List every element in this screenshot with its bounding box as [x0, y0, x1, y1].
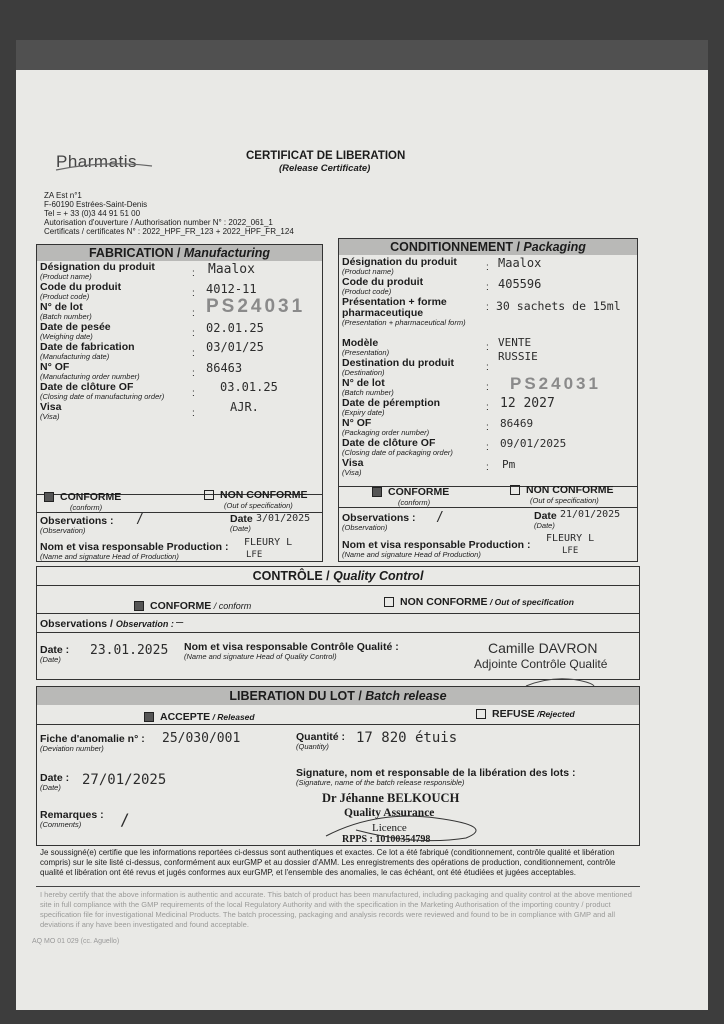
pack-presentation-value: 30 sachets de 15ml — [496, 299, 621, 313]
fab-non-conforme: NON CONFORME — [204, 490, 308, 501]
release-quantity-sub: (Quantity) — [296, 742, 329, 751]
qc-signer-title: Adjointe Contrôle Qualité — [474, 657, 608, 671]
fab-non-conforme-checkbox — [204, 490, 214, 500]
release-deviation-sub: (Deviation number) — [40, 744, 104, 753]
scan-top-band — [16, 40, 708, 70]
divider — [36, 613, 640, 614]
pack-lot-label: N° de lot — [342, 377, 385, 389]
document-sheet — [16, 40, 708, 1010]
pack-of-sub: (Packaging order number) — [342, 428, 430, 437]
fab-visa-value: AJR. — [230, 400, 259, 414]
fab-conforme-checkbox — [44, 492, 54, 502]
divider — [338, 507, 638, 508]
release-date-sub: (Date) — [40, 783, 61, 792]
pack-conforme: CONFORME — [372, 487, 449, 498]
release-signature-sub: (Signature, name of the batch release responsible) — [296, 778, 465, 787]
fab-weighing-value: 02.01.25 — [206, 321, 264, 335]
release-remarks-value: / — [120, 810, 130, 829]
fab-obs-label: Observations : — [40, 515, 114, 527]
release-refuse-checkbox — [476, 709, 486, 719]
pack-non-conforme-sub: (Out of specification) — [530, 496, 599, 505]
fab-product-code-label: Code du produit — [40, 281, 122, 293]
fab-product-code-sub: (Product code) — [40, 292, 90, 301]
fab-resp-value: FLEURY L — [244, 537, 293, 548]
divider — [36, 632, 640, 633]
fab-mfg-date-sub: (Manufacturing date) — [40, 352, 110, 361]
pack-obs-sub: (Observation) — [342, 523, 388, 532]
pack-dest-sub: (Destination) — [342, 368, 385, 377]
pack-conforme-checkbox — [372, 487, 382, 497]
certificates-line: Certificats / certificates N° : 2022_HPF_FR_123 + 2022_HPF_FR_124 — [44, 227, 294, 236]
statement-fr: Je soussigné(e) certifie que les informations reportées ci-dessus sont authentiques et exactes. Ce lot a été fabriqué (conditionnement, contrôle qualité et libération compris) sur le site listé ci-dessus, conformément aux eurGMP et au dossier d'AMM. Les enregistrements des opérations de production, conditionnement, contrôle qualité et libération ont été revus et jugés conformes aux eurGMP, et l'ensemble des anomalies, le cas échéant, ont été étudiées et jugées acceptables. — [40, 848, 616, 877]
fab-visa-sub: (Visa) — [40, 412, 60, 421]
pack-non-conforme: NON CONFORME — [510, 485, 614, 496]
release-signature-icon — [316, 800, 506, 846]
pack-product-name-sub: (Product name) — [342, 267, 394, 276]
pack-visa-sub: (Visa) — [342, 468, 362, 477]
qc-non-conforme-checkbox — [384, 597, 394, 607]
qc-obs-label: Observations / Observation : — [40, 618, 174, 630]
fab-closing-value: 03.01.25 — [220, 380, 278, 394]
address-line-2: F-60190 Estrées-Saint-Denis — [44, 200, 148, 209]
company-logo: Pharmatis — [56, 152, 138, 171]
fab-of-sub: (Manufacturing order number) — [40, 372, 140, 381]
qc-signer-name: Camille DAVRON — [488, 640, 598, 656]
release-signer-title: Quality Assurance — [344, 807, 435, 819]
fab-mfg-date-value: 03/01/25 — [206, 340, 264, 354]
pack-lot-stamp: PS24031 — [510, 374, 601, 393]
footer-ref: AQ MO 01 029 (cc. Aguello) — [32, 938, 120, 945]
pack-expiry-value: 12 2027 — [500, 396, 555, 411]
release-remarks-sub: (Comments) — [40, 820, 82, 829]
fab-product-name-sub: (Product name) — [40, 272, 92, 281]
address-line-1: ZA Est n°1 — [44, 191, 82, 200]
fab-product-name-label: Désignation du produit — [40, 261, 155, 273]
release-accepte: ACCEPTE / Released — [144, 712, 255, 723]
pack-resp-sub: (Name and signature Head of Production) — [342, 550, 481, 559]
release-signer-name: Dr Jéhanne BELKOUCH — [322, 791, 460, 805]
release-signature-label: Signature, nom et responsable de la libération des lots : — [296, 767, 576, 779]
pack-model-value: VENTE — [498, 336, 532, 349]
pack-obs-value: / — [436, 510, 444, 525]
release-signer-licence: Licence — [372, 822, 407, 834]
fab-of-label: N° OF — [40, 361, 70, 373]
fab-non-conforme-sub: (Out of specification) — [224, 501, 293, 510]
release-deviation-value: 25/030/001 — [162, 731, 241, 746]
pack-date-label: Date — [534, 510, 557, 522]
fab-of-value: 86463 — [206, 361, 243, 375]
fab-weighing-label: Date de pesée — [40, 321, 111, 333]
authorisation-line: Autorisation d'ouverture / Authorisation number N° : 2022_061_1 — [44, 218, 273, 227]
pack-product-code-label: Code du produit — [342, 276, 424, 288]
packaging-header: CONDITIONNEMENT / Packaging — [339, 239, 637, 255]
pack-obs-label: Observations : — [342, 512, 416, 524]
release-header: LIBERATION DU LOT / Batch release — [37, 687, 639, 705]
fab-resp-visa: LFE — [246, 550, 263, 560]
pack-product-name-label: Désignation du produit — [342, 256, 457, 268]
pack-conforme-sub: (conform) — [398, 498, 431, 507]
logo-swoosh-icon — [54, 158, 154, 174]
pack-date-value: 21/01/2025 — [560, 509, 621, 520]
divider — [36, 724, 640, 725]
pack-closing-label: Date de clôture OF — [342, 437, 436, 449]
release-deviation-label: Fiche d'anomalie n° : — [40, 733, 145, 745]
fab-resp-label: Nom et visa responsable Production : — [40, 541, 229, 553]
fab-visa-label: Visa — [40, 401, 62, 413]
qc-resp-sub: (Name and signature Head of Quality Control) — [184, 652, 337, 661]
pack-non-conforme-checkbox — [510, 485, 520, 495]
release-accepte-checkbox — [144, 712, 154, 722]
pack-of-value: 86469 — [500, 417, 534, 430]
pack-closing-value: 09/01/2025 — [500, 437, 567, 450]
fab-product-code-value: 4012-11 — [206, 282, 257, 296]
pack-dest-label: Destination du produit — [342, 357, 454, 369]
fab-closing-label: Date de clôture OF — [40, 381, 134, 393]
pack-resp-value: FLEURY L — [546, 533, 595, 544]
fab-resp-sub: (Name and signature Head of Production) — [40, 552, 179, 561]
fab-conforme-sub: (conform) — [70, 503, 103, 512]
release-signer-rpps: RPPS : 10100354798 — [342, 834, 431, 845]
pack-expiry-label: Date de péremption — [342, 397, 441, 409]
fab-lot-stamp: PS24031 — [206, 296, 306, 317]
release-quantity-value: 17 820 étuis — [356, 730, 458, 746]
release-refuse: REFUSE /Rejected — [476, 709, 575, 720]
qc-conforme: CONFORME / conform — [134, 601, 251, 612]
statement-en: I hereby certify that the above information is authentic and accurate. This batch of product has been manufactured, including packaging and quality control at the above mentioned site in full compliance with the GMP requirements of the local Regulatory Authority and with the specification in the Marketing Authorisation of the importing country / product specification file for investigational Medicinal Products. The batch processing, packaging and analysis records were reviewed and found to be in compliance with GMP and all deviations if any have been investigated and found acceptable. — [40, 890, 632, 929]
certificate-title: CERTIFICAT DE LIBERATION — [246, 150, 406, 162]
fab-weighing-sub: (Weighing date) — [40, 332, 93, 341]
fab-obs-sub: (Observation) — [40, 526, 86, 535]
pack-product-code-sub: (Product code) — [342, 287, 392, 296]
qc-obs-value: — — [176, 615, 184, 629]
fab-date-sub: (Date) — [230, 524, 251, 533]
qc-date-sub: (Date) — [40, 655, 61, 664]
pack-model-sub: (Presentation) — [342, 348, 390, 357]
pack-product-code-value: 405596 — [498, 277, 542, 291]
fab-obs-value: / — [136, 512, 144, 527]
pack-lot-sub: (Batch number) — [342, 388, 394, 397]
pack-presentation-label: Présentation + forme pharmaceutique — [342, 296, 447, 319]
pack-expiry-sub: (Expiry date) — [342, 408, 385, 417]
fab-date-label: Date — [230, 513, 253, 525]
pack-colons: : : : : : : : : : : — [486, 262, 489, 473]
quality-header: CONTRÔLE / Quality Control — [37, 567, 639, 586]
pack-dest-value: RUSSIE — [498, 350, 538, 363]
divider — [36, 886, 640, 887]
pack-date-sub: (Date) — [534, 521, 555, 530]
fab-product-name-value: Maalox — [208, 262, 255, 277]
pack-model-label: Modèle — [342, 337, 379, 349]
pack-resp-label: Nom et visa responsable Production : — [342, 539, 531, 551]
fab-conforme: CONFORME — [44, 492, 121, 503]
release-quantity-label: Quantité : — [296, 731, 345, 743]
fab-mfg-date-label: Date de fabrication — [40, 341, 135, 353]
release-remarks-label: Remarques : — [40, 809, 104, 821]
pack-product-name-value: Maalox — [498, 256, 542, 270]
fab-closing-sub: (Closing date of manufacturing order) — [40, 392, 165, 401]
phone-line: Tel = + 33 (0)3 44 91 51 00 — [44, 209, 141, 218]
pack-visa-label: Visa — [342, 457, 364, 469]
fabrication-header: FABRICATION / Manufacturing — [37, 245, 322, 261]
release-date-label: Date : — [40, 772, 70, 784]
fab-lot-label: N° de lot — [40, 301, 83, 313]
qc-non-conforme: NON CONFORME / Out of specification — [384, 597, 574, 608]
pack-resp-visa: LFE — [562, 546, 579, 556]
fab-date-value: 3/01/2025 — [256, 513, 311, 524]
pack-presentation-sub: (Presentation + pharmaceutical form) — [342, 318, 466, 327]
fab-lot-sub: (Batch number) — [40, 312, 92, 321]
qc-resp-label: Nom et visa responsable Contrôle Qualité : — [184, 641, 399, 653]
qc-conforme-checkbox — [134, 601, 144, 611]
certificate-title-en: (Release Certificate) — [279, 163, 371, 174]
pack-closing-sub: (Closing date of packaging order) — [342, 448, 453, 457]
qc-date-label: Date : — [40, 644, 70, 656]
pack-of-label: N° OF — [342, 417, 372, 429]
release-date-value: 27/01/2025 — [82, 772, 167, 788]
fab-colons: : : : : : : : : — [192, 268, 195, 419]
qc-date-value: 23.01.2025 — [90, 643, 169, 658]
pack-visa-value: Pm — [502, 458, 516, 471]
